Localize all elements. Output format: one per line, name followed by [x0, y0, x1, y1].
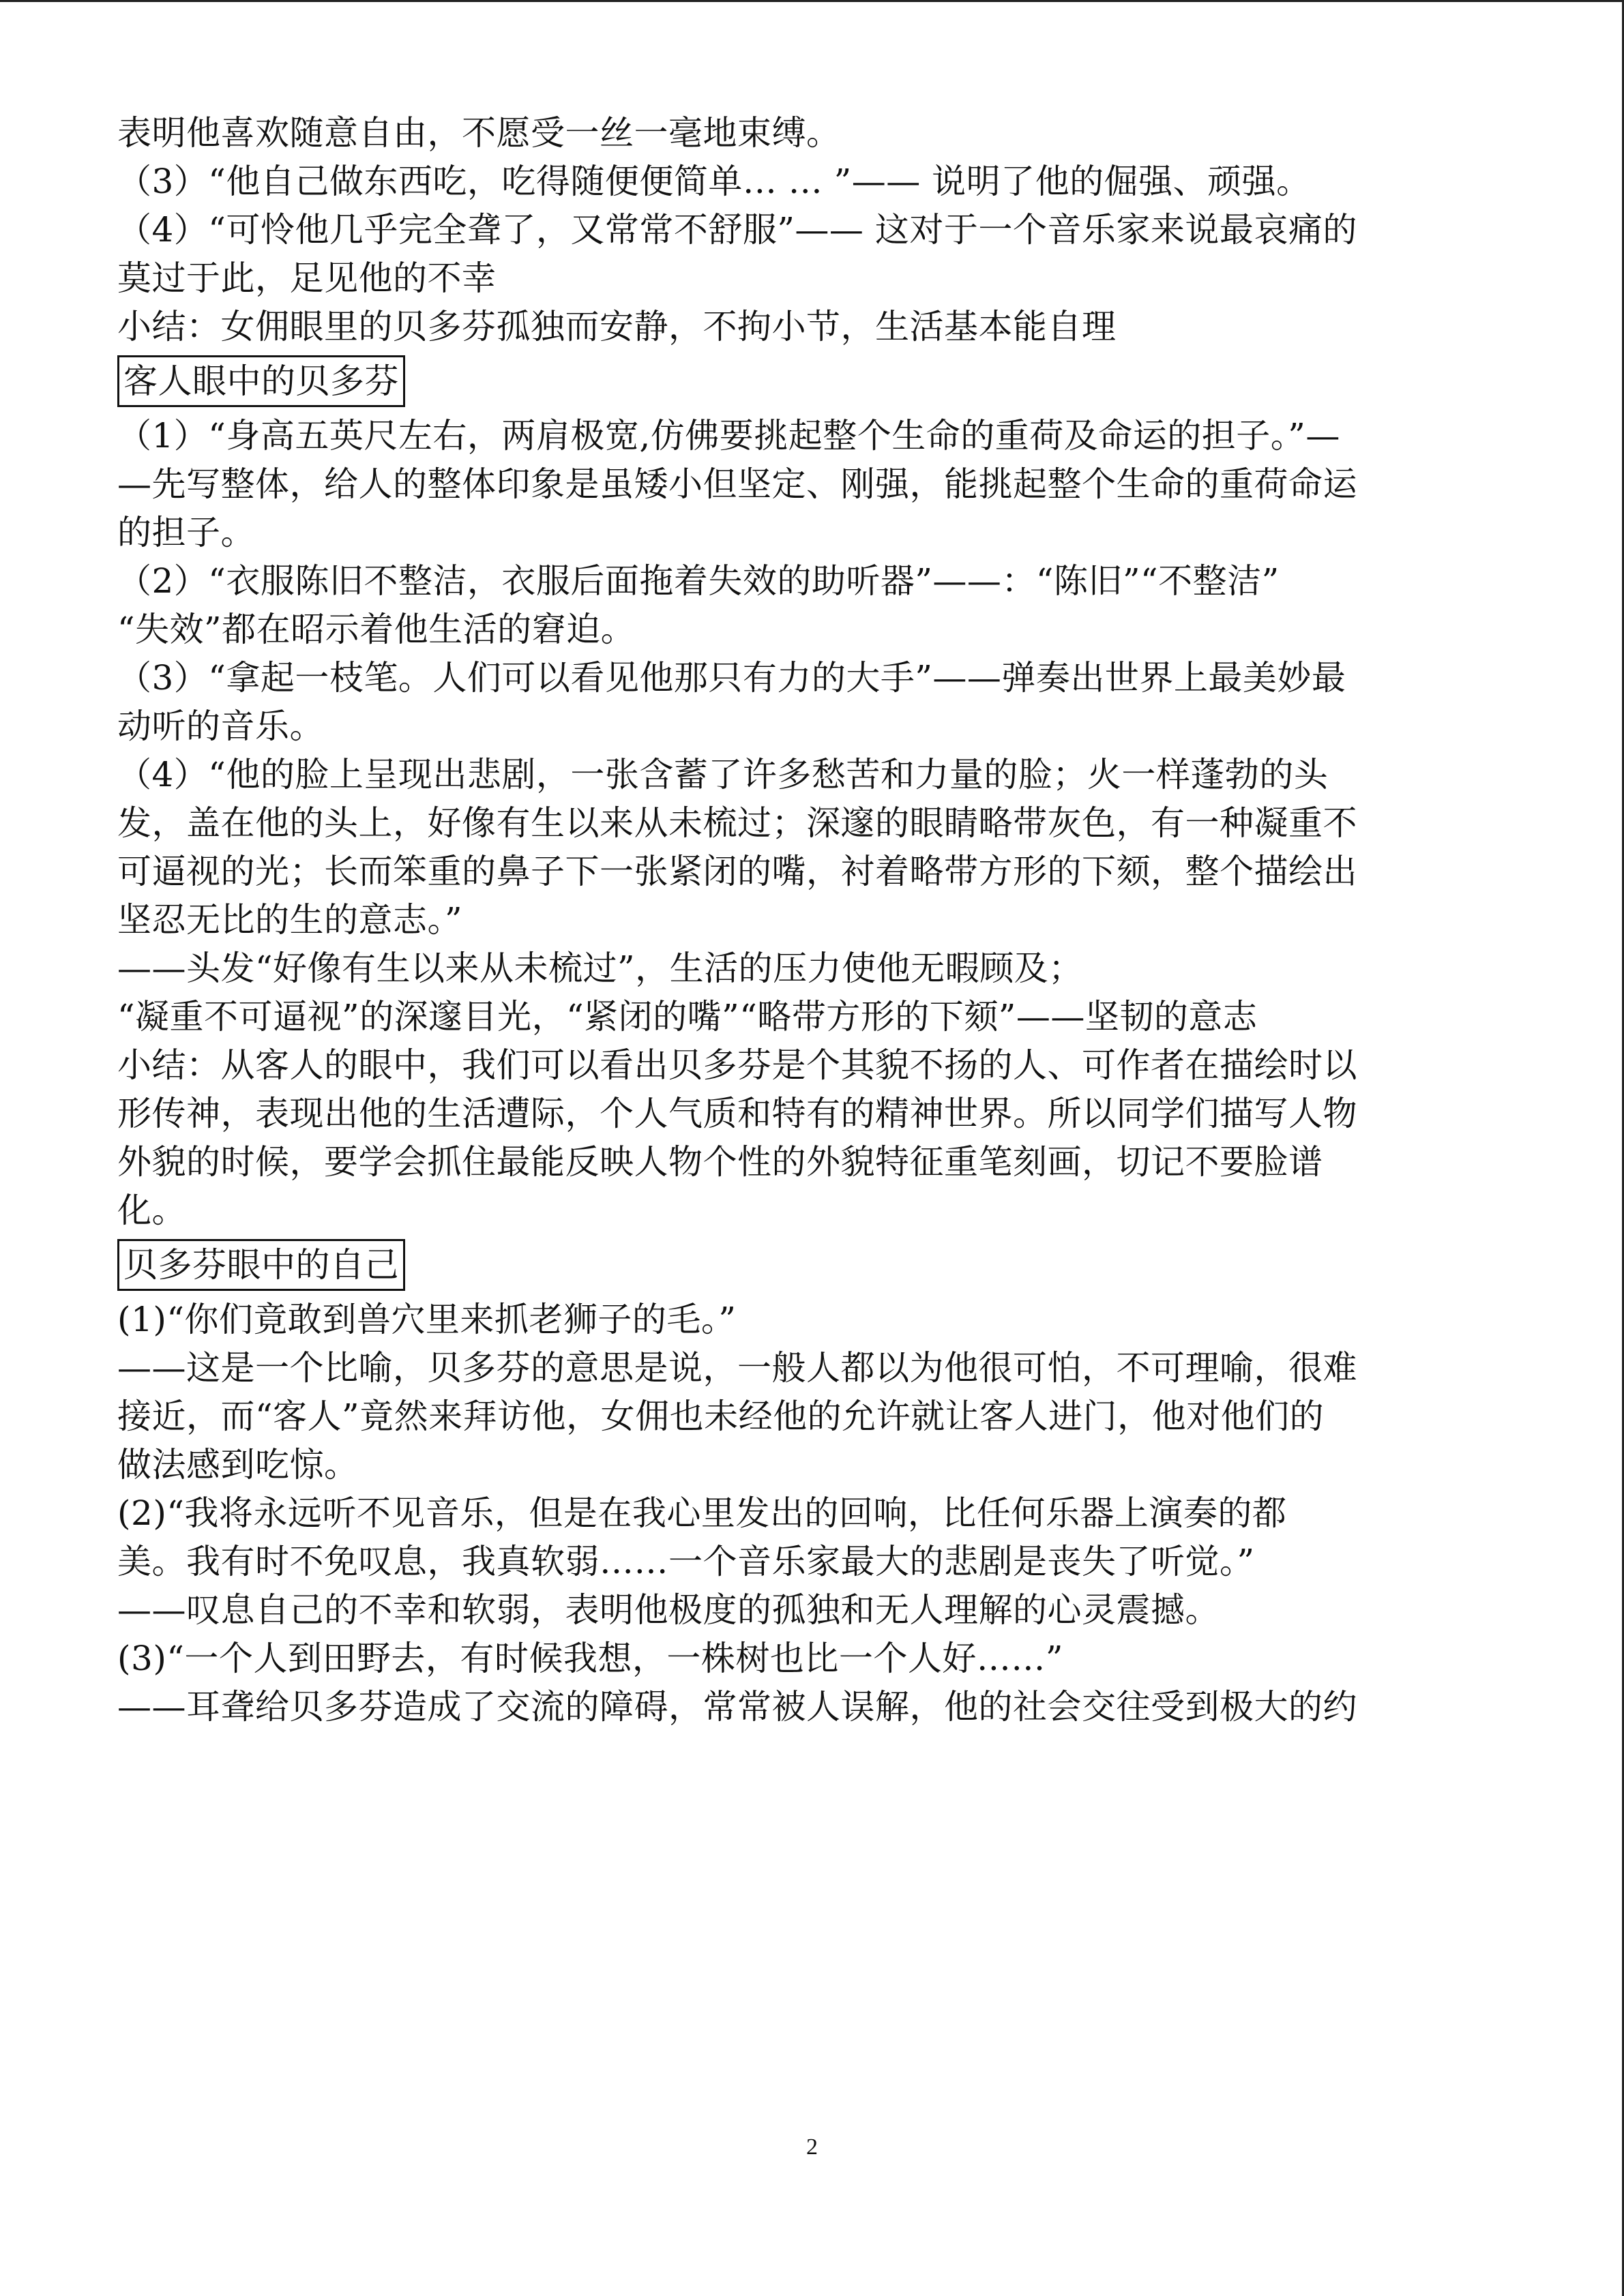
text-line: （4）“可怜他几乎完全聋了，又常常不舒服”—— 这对于一个音乐家来说最哀痛的 [117, 210, 1357, 250]
text-line: (1)“你们竟敢到兽穴里来抓老狮子的毛。” [117, 1300, 737, 1339]
text-line: (2)“我将永远听不见音乐，但是在我心里发出的回响，比任何乐器上演奏的都 [117, 1493, 1287, 1533]
text-line: 形传神，表现出他的生活遭际，个人气质和特有的精神世界。所以同学们描写人物 [117, 1094, 1357, 1133]
section-heading [117, 1236, 1516, 1294]
text-line: （1）“身高五英尺左右，两肩极宽,仿佛要挑起整个生命的重荷及命运的担子。”— [117, 416, 1340, 456]
section-heading [117, 353, 1516, 411]
page-top-border [0, 0, 1624, 2]
text-line: 小结：从客人的眼中，我们可以看出贝多芬是个其貌不扬的人、可作者在描绘时以 [117, 1045, 1357, 1085]
text-line: 化。 [117, 1191, 186, 1230]
text-line: 动听的音乐。 [117, 706, 324, 746]
text-line: （3）“他自己做东西吃，吃得随便便简单… … ”—— 说明了他的倔强、顽强。 [117, 162, 1311, 201]
text-line: （2）“衣服陈旧不整洁，衣服后面拖着失效的助听器”——：“陈旧”“不整洁” [117, 561, 1280, 601]
text-line: 的担子。 [117, 513, 255, 552]
text-line: 表明他喜欢随意自由，不愿受一丝一毫地束缚。 [117, 113, 841, 153]
text-line: (3)“一个人到田野去，有时候我想，一株树也比一个人好……” [117, 1639, 1063, 1678]
page-number: 2 [806, 2134, 818, 2160]
text-line: 发，盖在他的头上，好像有生以来从未梳过；深邃的眼睛略带灰色，有一种凝重不 [117, 803, 1357, 843]
text-line: ——头发“好像有生以来从未梳过”，生活的压力使他无暇顾及； [117, 949, 1083, 988]
text-line: —先写整体，给人的整体印象是虽矮小但坚定、刚强，能挑起整个生命的重荷命运 [117, 464, 1357, 504]
document-body [117, 109, 1516, 1731]
text-line: （4）“他的脸上呈现出悲剧，一张含蓄了许多愁苦和力量的脸；火一样蓬勃的头 [117, 755, 1329, 794]
text-line: 小结：女佣眼里的贝多芬孤独而安静，不拘小节，生活基本能自理 [117, 307, 1117, 346]
text-line: 可逼视的光；长而笨重的鼻子下一张紧闭的嘴，衬着略带方形的下颏，整个描绘出 [117, 852, 1357, 891]
text-line: （3）“拿起一枝笔。人们可以看见他那只有力的大手”——弹奏出世界上最美妙最 [117, 658, 1346, 698]
text-line: “凝重不可逼视”的深邃目光，“紧闭的嘴”“略带方形的下颏”——坚韧的意志 [117, 997, 1258, 1037]
text-line: 做法感到吃惊。 [117, 1445, 359, 1485]
section-heading-label: 客人眼中的贝多芬 [117, 355, 405, 407]
text-line: ——叹息自己的不幸和软弱，表明他极度的孤独和无人理解的心灵震撼。 [117, 1590, 1220, 1630]
text-line: 坚忍无比的生的意志。” [117, 900, 463, 940]
section-heading-label: 贝多芬眼中的自己 [117, 1239, 405, 1291]
text-line: 美。我有时不免叹息，我真软弱……一个音乐家最大的悲剧是丧失了听觉。” [117, 1542, 1255, 1581]
text-line: ——耳聋给贝多芬造成了交流的障碍，常常被人误解，他的社会交往受到极大的约 [117, 1687, 1357, 1727]
text-line: 外貌的时候，要学会抓住最能反映人物个性的外貌特征重笔刻画，切记不要脸谱 [117, 1142, 1323, 1182]
text-line: “失效”都在昭示着他生活的窘迫。 [117, 610, 636, 649]
text-line: 莫过于此，足见他的不幸 [117, 258, 497, 298]
text-line: ——这是一个比喻，贝多芬的意思是说，一般人都以为他很可怕，不可理喻，很难 [117, 1348, 1357, 1388]
text-line: 接近，而“客人”竟然来拜访他，女佣也未经他的允许就让客人进门，他对他们的 [117, 1397, 1325, 1436]
